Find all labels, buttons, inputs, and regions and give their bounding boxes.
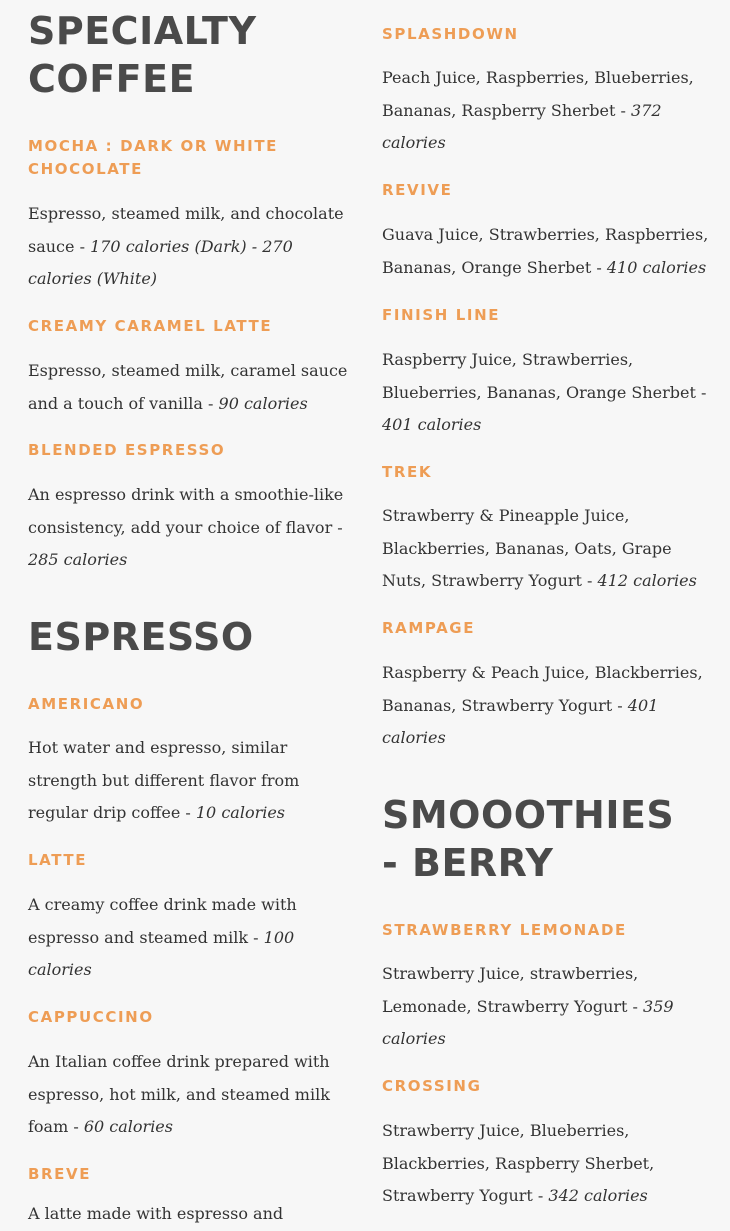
menu-item-description <box>28 889 313 987</box>
menu-item-text: An espresso drink with a smoothie-like consistency, add your choice of flavor - <box>28 485 344 537</box>
menu-item-calories: 60 calories <box>83 1117 173 1136</box>
menu-item-calories: 90 calories <box>218 393 308 413</box>
menu-item-text: Raspberry & Peach Juice, Blackberries, Bananas, Strawberry Yogurt - <box>382 663 703 715</box>
menu-item-text: Strawberry & Pineapple Juice, Blackberries, Bananas, Oats, Grape Nuts, Strawberry Yogurt - <box>382 506 672 590</box>
menu-item-text: An Italian coffee drink prepared with espresso, hot milk, and steamed milk foam - <box>28 1052 330 1136</box>
menu-item-calories: 359 calories <box>382 996 674 1048</box>
menu-item-name: STRAWBERRY LEMONADE <box>382 921 627 939</box>
menu-item-description <box>382 344 712 442</box>
menu-item-calories: 170 calories (Dark) - 270 calories (White) <box>28 236 293 288</box>
menu-item-name: CREAMY CARAMEL LATTE <box>28 317 273 335</box>
menu-item-name: CAPPUCCINO <box>28 1008 154 1026</box>
menu-item-name: BREVE <box>28 1165 92 1183</box>
menu-item-name: MOCHA : DARK OR WHITE CHOCOLATE <box>28 137 279 178</box>
menu-item-text: Raspberry Juice, Strawberries, Blueberries, Bananas, Orange Sherbet - <box>382 350 707 402</box>
menu-item-text: A creamy coffee drink made with espresso and steamed milk - <box>28 895 297 947</box>
menu-item-text: Strawberry Juice, Blueberries, Blackberries, Raspberry Sherbet, Strawberry Yogurt - <box>382 1121 655 1205</box>
section-title-specialty-coffee: SPECIALTY COFFEE <box>28 9 257 101</box>
menu-item-description <box>382 958 682 1056</box>
menu-item-text: Espresso, steamed milk, and chocolate sauce - <box>28 204 344 256</box>
menu-item-text: Guava Juice, Strawberries, Raspberries, Bananas, Orange Sherbet - <box>382 225 709 277</box>
menu-item-description <box>382 1115 682 1213</box>
menu-item-calories: 342 calories <box>548 1186 648 1205</box>
menu-item-description <box>382 219 712 284</box>
menu-item-calories: 100 calories <box>28 927 295 979</box>
menu-item-text: Peach Juice, Raspberries, Blueberries, Bananas, Raspberry Sherbet - <box>382 68 694 120</box>
menu-item-name: CROSSING <box>382 1077 482 1095</box>
menu-item-description <box>382 62 707 160</box>
menu-item-name: RAMPAGE <box>382 619 476 637</box>
menu-item-name: FINISH LINE <box>382 306 501 324</box>
menu-item-name: SPLASHDOWN <box>382 25 519 43</box>
menu-item-text: A latte made with espresso and <box>28 1204 284 1223</box>
menu-item-calories: 285 calories <box>28 550 128 569</box>
menu-item-text: Espresso, steamed milk, caramel sauce and a touch of vanilla - <box>28 361 348 413</box>
menu-item-description <box>28 355 358 420</box>
menu-item-description <box>28 479 358 577</box>
menu-item-name: AMERICANO <box>28 695 145 713</box>
menu-item-text: Hot water and espresso, similar strength but different flavor from regular drip coffee - <box>28 738 300 822</box>
menu-item-name: REVIVE <box>382 181 453 199</box>
menu-item-text: Strawberry Juice, strawberries, Lemonade, Strawberry Yogurt - <box>382 964 644 1016</box>
menu-item-name: BLENDED ESPRESSO <box>28 441 226 459</box>
menu-item-calories: 372 calories <box>382 100 662 152</box>
menu-item-description <box>28 1046 348 1144</box>
section-title-smoothies-berry: SMOOOTHIES - BERRY <box>382 793 675 885</box>
menu-item-calories: 412 calories <box>597 571 697 590</box>
menu-item-calories: 401 calories <box>382 415 482 434</box>
menu-item-calories: 410 calories <box>606 257 707 277</box>
section-title-espresso: ESPRESSO <box>28 615 254 659</box>
menu-item-description <box>28 732 318 830</box>
menu-item-description <box>382 500 697 598</box>
menu-item-calories: 401 calories <box>382 695 659 747</box>
menu-item-name: TREK <box>382 463 433 481</box>
menu-item-description <box>382 657 707 755</box>
menu-item-calories: 10 calories <box>195 803 286 822</box>
menu-item-name: LATTE <box>28 851 88 869</box>
menu-item-description <box>28 198 358 296</box>
menu-item-description <box>28 1198 348 1231</box>
